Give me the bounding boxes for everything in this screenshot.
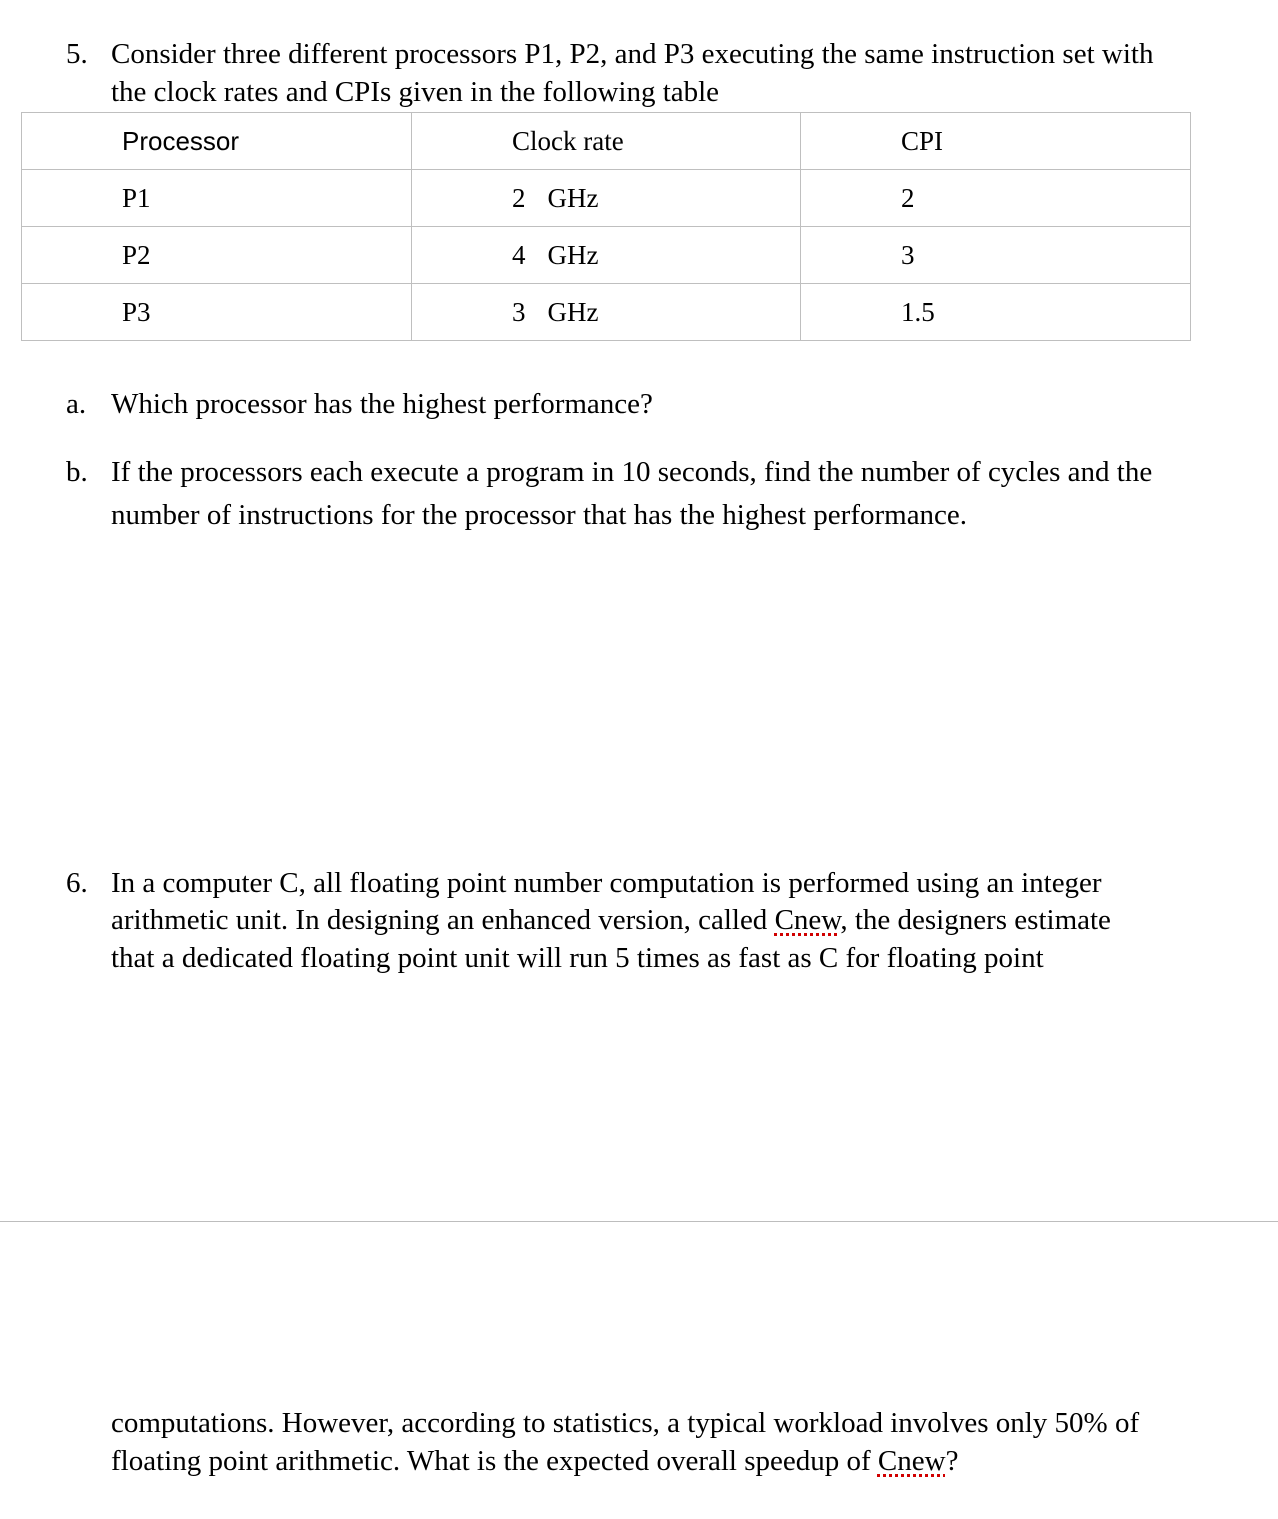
q5-text-line1: Consider three different processors P1, P2, and P3 executing the same instruction set with bbox=[111, 38, 1154, 70]
spellcheck-word-cnew[interactable]: Cnew bbox=[877, 1445, 946, 1477]
q5b-text-line2: number of instructions for the processor that has the highest performance. bbox=[111, 499, 968, 531]
table-row bbox=[22, 170, 1191, 227]
cell-processor: P2 bbox=[22, 227, 412, 284]
header-processor: Processor bbox=[22, 113, 412, 170]
rate-unit: GHz bbox=[547, 239, 599, 270]
cell-clock-rate bbox=[412, 227, 801, 284]
rate-value: 4 bbox=[512, 239, 526, 270]
cell-processor: P1 bbox=[22, 170, 412, 227]
q6-line5-post: ? bbox=[945, 1445, 959, 1477]
q6-text-line1: In a computer C, all floating point number computation is performed using an integer bbox=[111, 867, 1102, 899]
rate-value: 2 bbox=[512, 182, 526, 213]
rate-unit: GHz bbox=[547, 296, 599, 327]
processor-table bbox=[21, 112, 1191, 341]
q5-number: 5. bbox=[66, 38, 88, 70]
q5a-text: Which processor has the highest performance? bbox=[111, 388, 653, 420]
header-cpi: CPI bbox=[801, 113, 1191, 170]
q6-line5-pre: floating point arithmetic. What is the expected overall speedup of bbox=[111, 1445, 878, 1477]
cell-cpi: 2 bbox=[801, 170, 1191, 227]
q6-text-line4: computations. However, according to statistics, a typical workload involves only 50% of bbox=[111, 1407, 1140, 1439]
q6-line2-post: , the designers estimate bbox=[840, 904, 1111, 936]
cell-cpi: 1.5 bbox=[801, 284, 1191, 341]
q5b-text-line1: If the processors each execute a program in 10 seconds, find the number of cycles and the bbox=[111, 456, 1153, 488]
q6-text-line3: that a dedicated floating point unit will run 5 times as fast as C for floating point bbox=[111, 942, 1044, 974]
rate-value: 3 bbox=[512, 296, 526, 327]
cell-processor: P3 bbox=[22, 284, 412, 341]
spellcheck-word-cnew[interactable]: Cnew bbox=[774, 904, 841, 936]
q6-line2-pre: arithmetic unit. In designing an enhanced version, called bbox=[111, 904, 775, 936]
table-header-row bbox=[22, 113, 1191, 170]
cell-cpi: 3 bbox=[801, 227, 1191, 284]
table-row bbox=[22, 227, 1191, 284]
q5a-label: a. bbox=[66, 388, 87, 420]
page-break-divider bbox=[0, 1221, 1278, 1222]
q6-text-line2 bbox=[111, 901, 1111, 939]
q5-text-line2: the clock rates and CPIs given in the following table bbox=[111, 76, 720, 108]
q6-text-line5 bbox=[111, 1442, 958, 1480]
q5b-label: b. bbox=[66, 456, 88, 488]
cell-clock-rate bbox=[412, 284, 801, 341]
rate-unit: GHz bbox=[547, 182, 599, 213]
cell-clock-rate bbox=[412, 170, 801, 227]
header-clock-rate: Clock rate bbox=[412, 113, 801, 170]
table-row bbox=[22, 284, 1191, 341]
q6-number: 6. bbox=[66, 867, 88, 899]
